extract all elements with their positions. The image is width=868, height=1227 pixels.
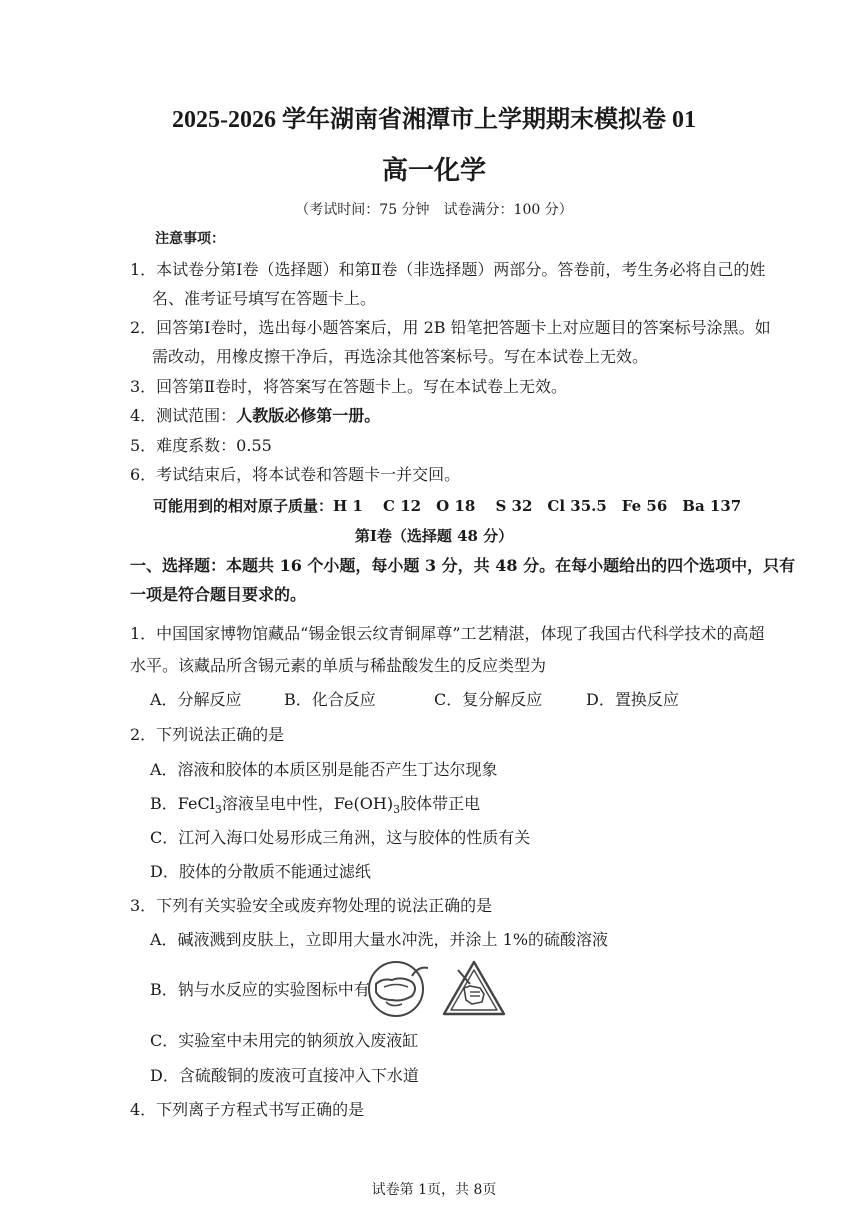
q3-option-c: C．实验室中未用完的钠须放入废液缸 [150,1031,419,1050]
q2-option-d: D．胶体的分散质不能通过滤纸 [150,862,371,881]
section1-intro-line1: 一、选择题：本题共 16 个小题，每小题 3 分，共 48 分。在每小题给出的四个选项中，只有 [130,556,796,575]
heating-icon [362,958,434,1018]
q2-option-b [150,794,480,816]
q2-option-c: C．江河入海口处易形成三角洲，这与胶体的性质有关 [150,828,531,847]
notice-item-1-line1: 1．本试卷分第Ⅰ卷（选择题）和第Ⅱ卷（非选择题）两部分。答卷前，考生务必将自己的姓 [130,260,766,279]
q1-option-d: D．置换反应 [586,690,679,709]
notice-item-2-line2: 需改动，用橡皮擦干净后，再选涂其他答案标号。写在本试卷上无效。 [152,347,649,366]
section1-intro-line2: 一项是符合题目要求的。 [130,585,307,604]
subject-title: 高一化学 [381,156,486,186]
notice-item-4-scope: 人教版必修第一册。 [236,406,381,425]
atomic-mass-line: 可能用到的相对原子质量：H 1 C 12 O 18 S 32 Cl 35.5 Fe 56 Ba 137 [153,497,742,515]
notice-item-3: 3．回答第Ⅱ卷时，将答案写在答题卡上。写在本试卷上无效。 [130,377,568,396]
q2-option-b-part1: B．FeCl [150,794,215,813]
exam-title: 2025-2026 学年湖南省湘潭市上学期期末模拟卷 01 [172,107,696,133]
wash-hands-icon [440,958,508,1018]
section1-heading: 第Ⅰ卷（选择题 48 分） [354,527,514,545]
q4-stem: 4．下列离子方程式书写正确的是 [130,1100,365,1119]
notice-item-1-line2: 名、准考证号填写在答题卡上。 [152,289,377,308]
notice-item-2-line1: 2．回答第Ⅰ卷时，选出每小题答案后，用 2B 铅笔把答题卡上对应题目的答案标号涂黑。如 [130,318,771,337]
notice-item-5: 5．难度系数：0.55 [130,436,272,455]
notice-item-6: 6．考试结束后，将本试卷和答题卡一并交回。 [130,465,461,484]
notice-heading: 注意事项： [155,231,225,247]
q2-option-b-part3: 胶体带正电 [400,794,481,813]
q2-option-b-sub1: 3 [214,803,222,816]
q3-option-a: A．碱液溅到皮肤上，立即用大量水冲洗，并涂上 1%的硫酸溶液 [150,930,609,949]
q3-option-d: D．含硫酸铜的废液可直接冲入下水道 [150,1066,419,1085]
exam-info: （考试时间：75 分钟 试卷满分：100 分） [295,202,573,218]
q2-option-a: A．溶液和胶体的本质区别是能否产生丁达尔现象 [150,760,498,779]
q3-stem: 3．下列有关实验安全或废弃物处理的说法正确的是 [130,896,493,915]
q1-option-b: B．化合反应 [284,690,376,709]
q3-option-b: B．钠与水反应的实验图标中有 [150,980,370,999]
page-footer: 试卷第 1页，共 8页 [371,1182,497,1198]
q2-stem: 2．下列说法正确的是 [130,725,285,744]
q2-option-b-part2: 溶液呈电中性，Fe(OH) [221,794,394,813]
q1-option-a: A．分解反应 [150,690,242,709]
q2-option-b-sub2: 3 [393,803,401,816]
notice-item-4-prefix: 4．测试范围： [130,406,237,425]
q1-option-c: C．复分解反应 [434,690,543,709]
notice-item-4 [130,406,380,426]
q1-stem-line2: 水平。该藏品所含锡元素的单质与稀盐酸发生的反应类型为 [130,656,547,675]
q1-stem-line1: 1．中国国家博物馆藏品“锡金银云纹青铜犀尊”工艺精湛，体现了我国古代科学技术的高超 [130,624,765,643]
